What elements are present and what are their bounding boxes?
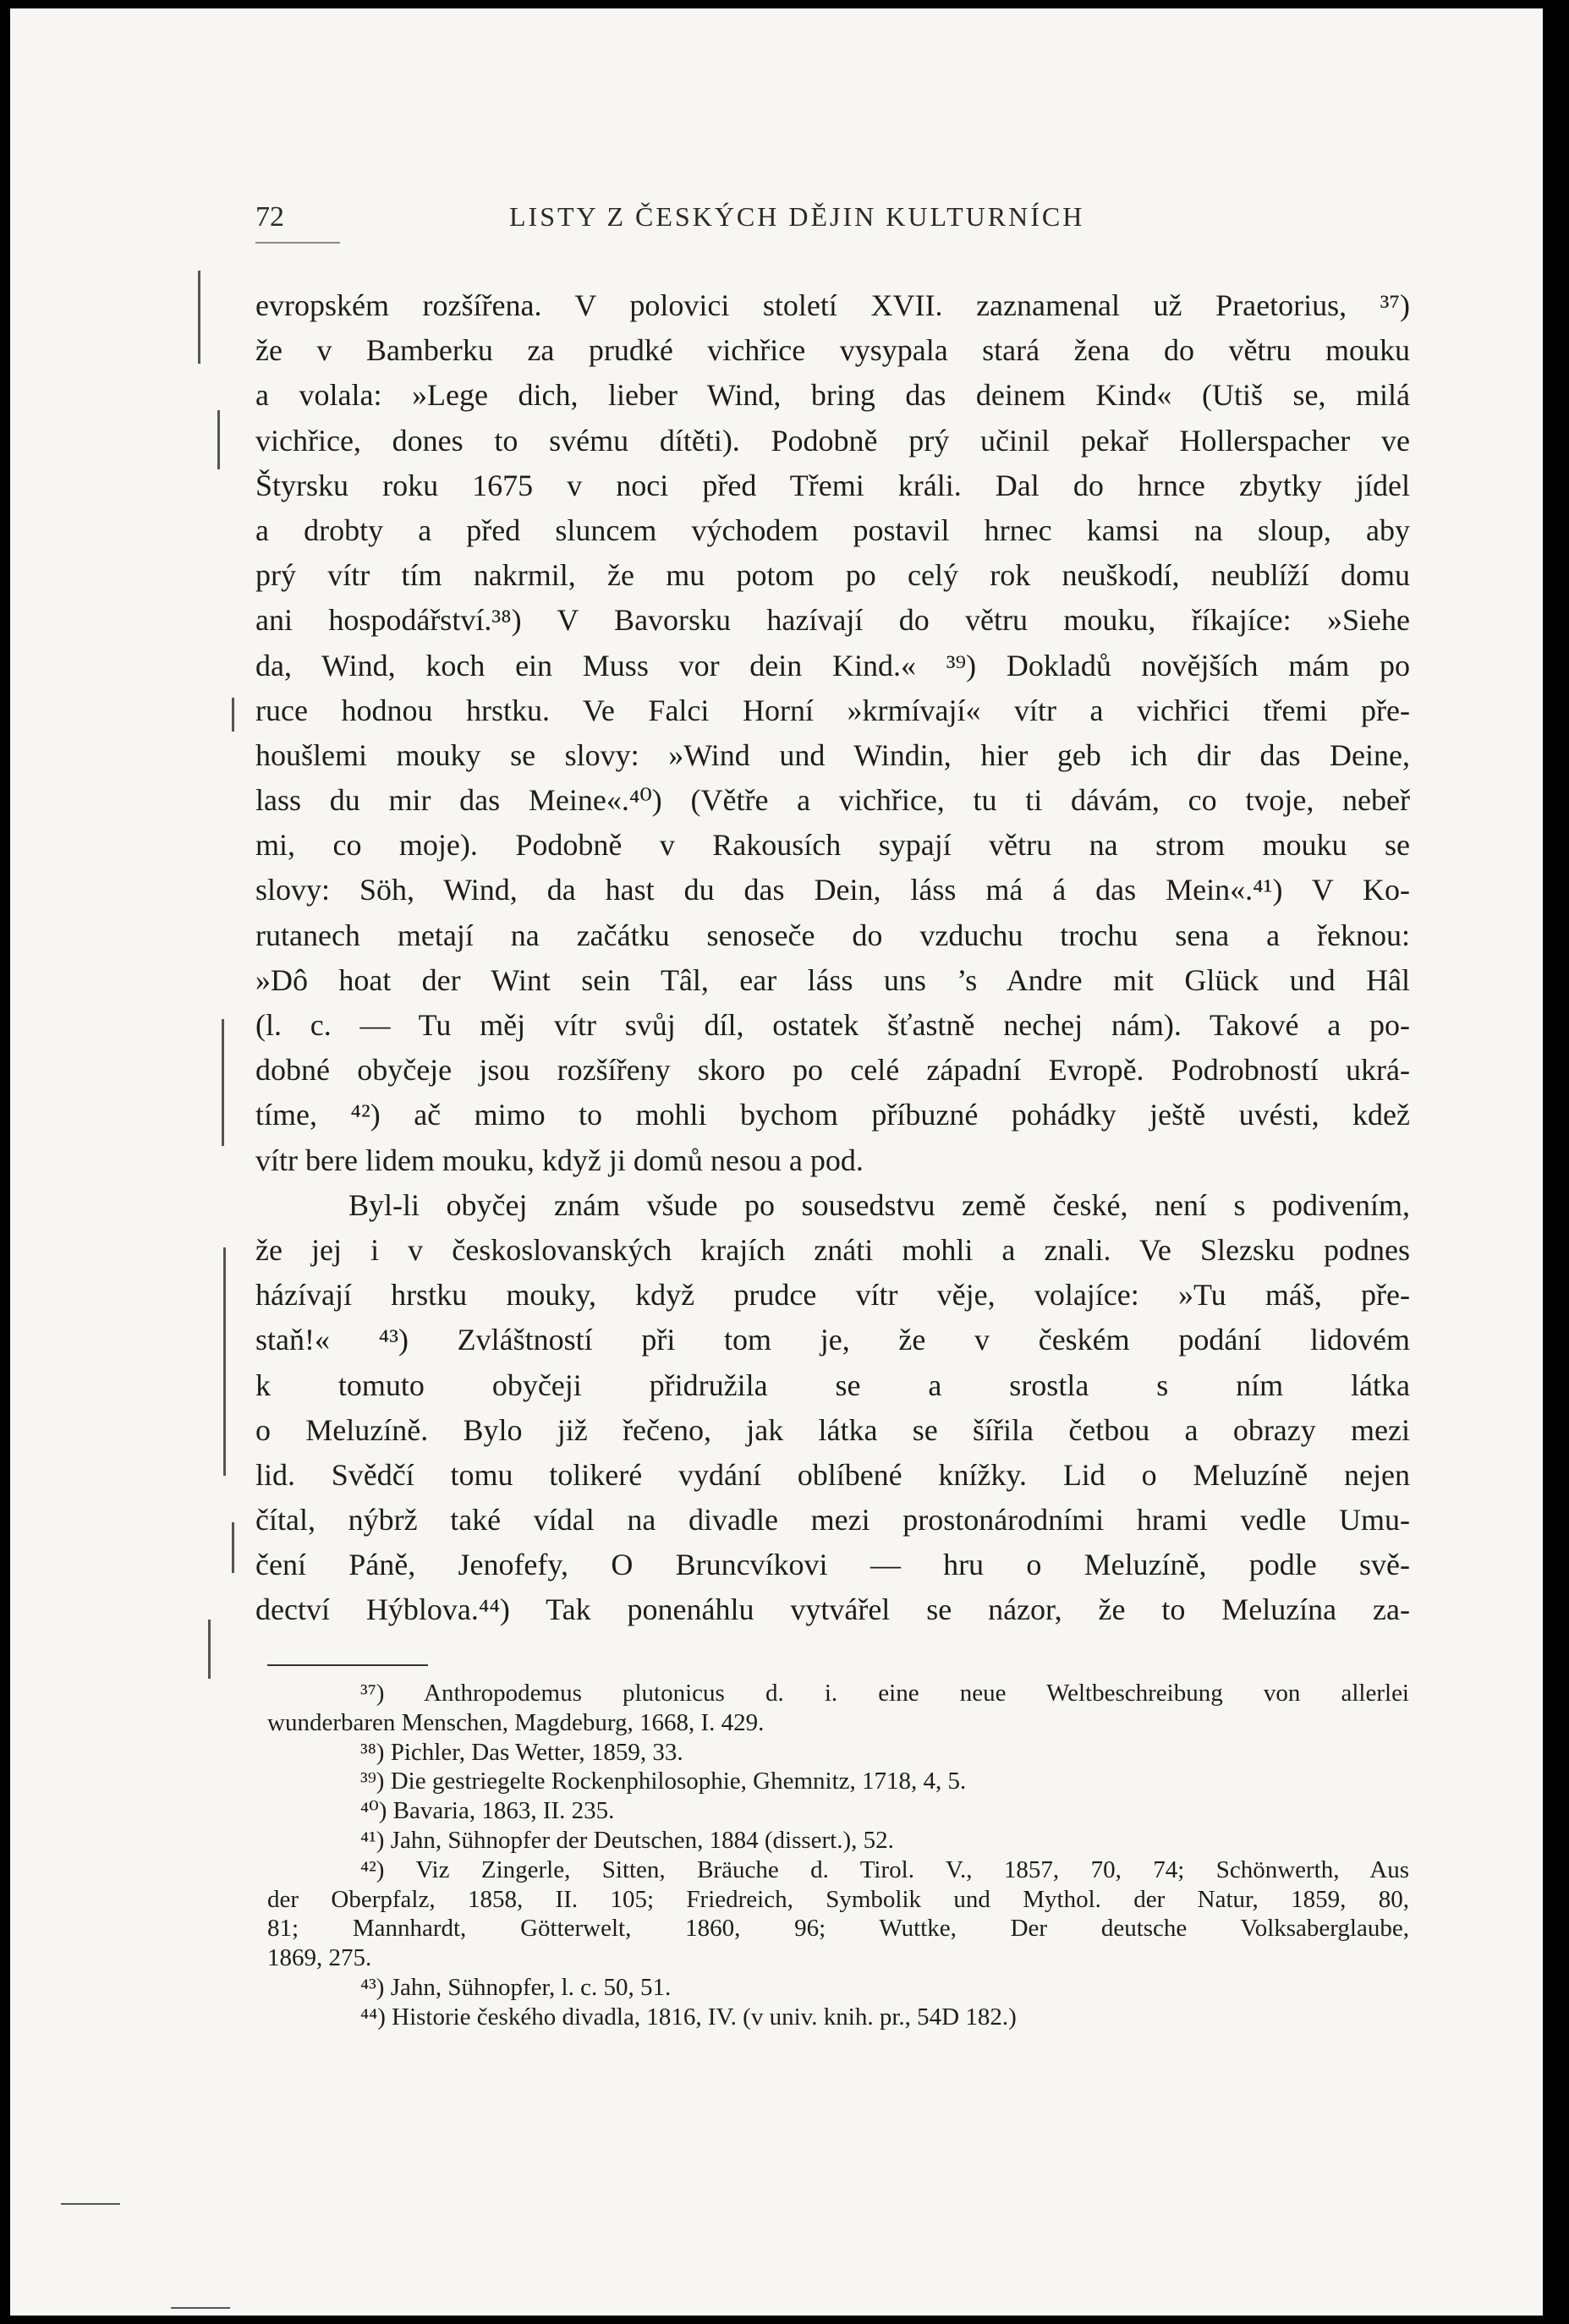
- page-number: 72: [255, 201, 284, 233]
- body-line: čítal, nýbrž také vídal na divadle mezi prostonárodními hrami vedle Umu-: [255, 1503, 1410, 1537]
- body-line: (l. c. — Tu měj vítr svůj díl, ostatek šťastně nechej nám). Takové a po-: [255, 1008, 1410, 1042]
- footnote-line: ⁴⁴) Historie českého divadla, 1816, IV. (v univ. knih. pr., 54D 182.): [360, 2003, 1017, 2031]
- body-line: Štyrsku roku 1675 v noci před Třemi králi. Dal do hrnce zbytky jídel: [255, 468, 1410, 502]
- body-line: o Meluzíně. Bylo již řečeno, jak látka se šířila četbou a obrazy mezi: [255, 1412, 1410, 1447]
- body-line: dobné obyčeje jsou rozšířeny skoro po celé západní Evropě. Podrobností ukrá-: [255, 1053, 1410, 1088]
- body-line: že v Bamberku za prudké vichřice vysypala stará žena do větru mouku: [255, 333, 1410, 368]
- margin-mark: [222, 1019, 224, 1146]
- running-title: LISTY Z ČESKÝCH DĚJIN KULTURNÍCH: [509, 201, 1085, 232]
- footnote-line: ³⁸) Pichler, Das Wetter, 1859, 33.: [360, 1738, 683, 1766]
- body-line: a volala: »Lege dich, lieber Wind, bring das deinem Kind« (Utiš se, milá: [255, 378, 1410, 413]
- body-line: vítr bere lidem mouku, když ji domů nesou a pod.: [255, 1143, 864, 1177]
- body-line: házívají hrstku mouky, když prudce vítr věje, volajíce: »Tu máš, pře-: [255, 1278, 1410, 1313]
- body-line: da, Wind, koch ein Muss vor dein Kind.« ³⁹) Dokladů novějších mám po: [255, 648, 1410, 682]
- body-line: a drobty a před sluncem východem postavil hrnec kamsi na sloup, aby: [255, 512, 1410, 547]
- margin-mark: [223, 1247, 226, 1476]
- page-header: [255, 201, 1414, 235]
- body-line: staň!« ⁴³) Zvláštností při tom je, že v českém podání lidovém: [255, 1323, 1410, 1357]
- body-line: houšlemi mouky se slovy: »Wind und Windin, hier geb ich dir das Deine,: [255, 737, 1410, 772]
- body-line: dectví Hýblova.⁴⁴) Tak ponenáhlu vytvářel se názor, že to Meluzína za-: [255, 1592, 1410, 1627]
- footnote-line: ³⁷) Anthropodemus plutonicus d. i. eine neue Weltbeschreibung von allerlei: [360, 1680, 1409, 1707]
- footnote-line: 81; Mannhardt, Götterwelt, 1860, 96; Wuttke, Der deutsche Volksaberglaube,: [267, 1915, 1409, 1943]
- body-line: lass du mir das Meine«.⁴⁰) (Větře a vichřice, tu ti dávám, co tvoje, nebeř: [255, 783, 1410, 818]
- body-line: evropském rozšířena. V polovici století XVII. zaznamenal už Praetorius, ³⁷): [255, 288, 1410, 322]
- body-line: slovy: Söh, Wind, da hast du das Dein, láss má á das Mein«.⁴¹) V Ko-: [255, 873, 1410, 907]
- body-line: ani hospodářství.³⁸) V Bavorsku hazívají do větru mouku, říkajíce: »Siehe: [255, 603, 1410, 638]
- footnote-line: wunderbaren Menschen, Magdeburg, 1668, I. 429.: [267, 1708, 765, 1736]
- body-line: že jej i v českoslovanských krajích znáti mohli a znali. Ve Slezsku podnes: [255, 1232, 1410, 1267]
- margin-mark: [217, 410, 220, 469]
- footnote-line: ⁴³) Jahn, Sühnopfer, l. c. 50, 51.: [360, 1973, 672, 2001]
- body-line: »Dô hoat der Wint sein Tâl, ear láss uns ’s Andre mit Glück und Hâl: [255, 962, 1410, 997]
- book-page: [10, 8, 1543, 2316]
- body-line: mi, co moje). Podobně v Rakousích sypají větru na strom mouku se: [255, 828, 1410, 863]
- footnote-rule: [267, 1664, 428, 1666]
- body-line: ruce hodnou hrstku. Ve Falci Horní »krmívají« vítr a vichřici třemi pře-: [255, 693, 1410, 727]
- footnote-line: ⁴⁰) Bavaria, 1863, II. 235.: [360, 1797, 615, 1825]
- footnote-line: ⁴¹) Jahn, Sühnopfer der Deutschen, 1884 (dissert.), 52.: [360, 1826, 894, 1854]
- margin-mark: [232, 1522, 234, 1573]
- footnote-line: 1869, 275.: [267, 1944, 372, 1972]
- footnotes: [267, 1679, 1409, 2032]
- body-line: tíme, ⁴²) ač mimo to mohli bychom příbuzné pohádky ještě uvésti, kdež: [255, 1098, 1410, 1132]
- margin-mark: [232, 698, 234, 732]
- body-line: k tomuto obyčeji přidružila se a srostla s ním látka: [255, 1368, 1410, 1402]
- footnote-line: ³⁹) Die gestriegelte Rockenphilosophie, Ghemnitz, 1718, 4, 5.: [360, 1768, 967, 1795]
- scan-mark: [171, 2307, 230, 2309]
- scan-mark: [61, 2203, 120, 2205]
- body-line: Byl-li obyčej znám všude po sousedstvu země české, není s podivením,: [348, 1187, 1410, 1222]
- body-line: čení Páně, Jenofefy, O Bruncvíkovi — hru o Meluzíně, podle svě-: [255, 1548, 1410, 1582]
- body-line: vichřice, dones to svému dítěti). Podobně prý učinil pekař Hollerspacher ve: [255, 423, 1410, 458]
- footnote-line: ⁴²) Viz Zingerle, Sitten, Bräuche d. Tirol. V., 1857, 70, 74; Schönwerth, Aus: [360, 1855, 1409, 1883]
- body-line: prý vítr tím nakrmil, že mu potom po celý rok neuškodí, neublíží domu: [255, 558, 1410, 593]
- body-line: lid. Svědčí tomu tolikeré vydání oblíbené knížky. Lid o Meluzíně nejen: [255, 1457, 1410, 1492]
- margin-mark: [208, 1620, 211, 1679]
- header-rule: [255, 242, 340, 244]
- footnote-line: der Oberpfalz, 1858, II. 105; Friedreich, Symbolik und Mythol. der Natur, 1859, 80,: [267, 1885, 1409, 1913]
- body-line: rutanech metají na začátku senoseče do vzduchu trochu sena a řeknou:: [255, 918, 1410, 952]
- body-text: [255, 283, 1410, 1633]
- margin-mark: [198, 271, 200, 364]
